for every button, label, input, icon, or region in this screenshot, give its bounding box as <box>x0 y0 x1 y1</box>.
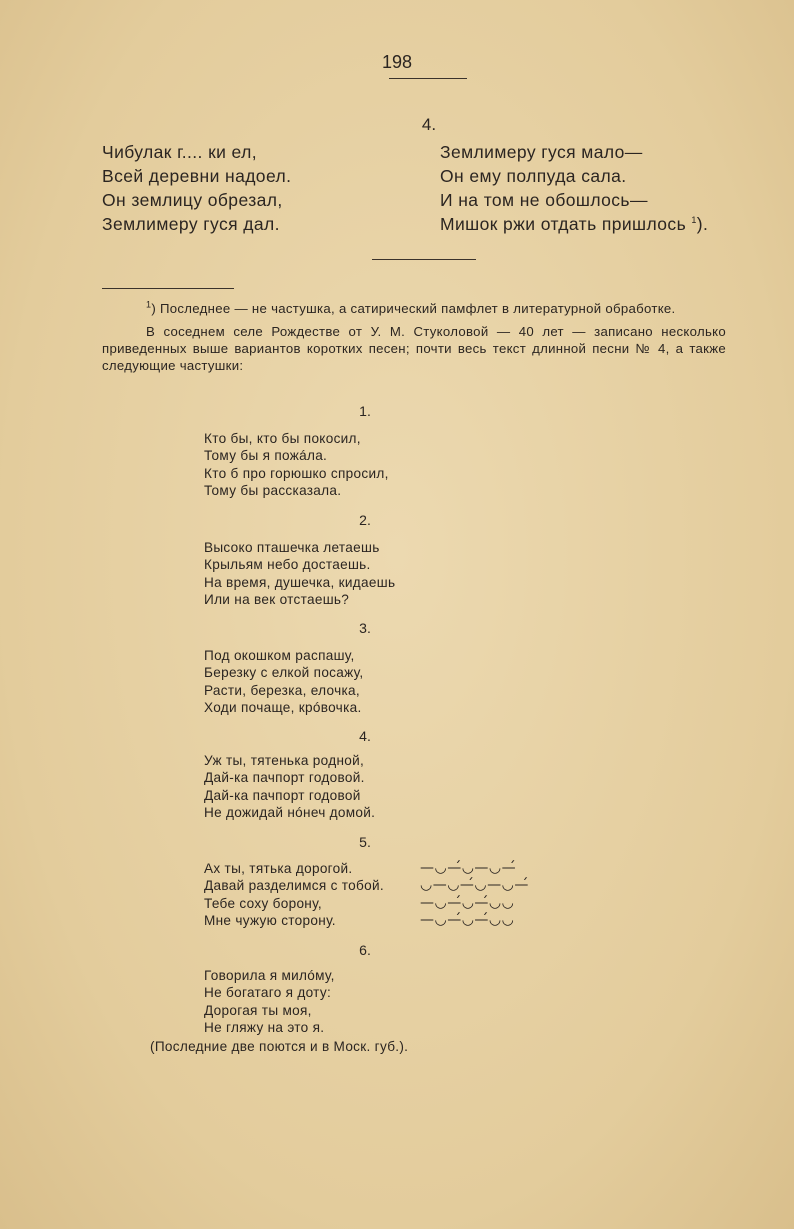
song-line: Тому бы рассказала. <box>204 482 342 498</box>
song-line: Не гляжу на это я. <box>204 1019 325 1035</box>
verse-line: Землимеру гуся дал. <box>102 214 280 234</box>
song-line: Кто бы, кто бы покосил, <box>204 431 361 446</box>
page-number: 198 <box>381 52 413 72</box>
verse-line: И на том не обошлось— <box>440 190 648 210</box>
section-divider <box>372 259 476 260</box>
song-line: Не дожидай нóнеч домой. <box>204 804 376 820</box>
footnote-rule <box>102 288 234 289</box>
song-lines <box>204 539 395 608</box>
song-number: 4. <box>359 728 371 744</box>
song-number: 6. <box>359 942 371 958</box>
song-line: Ах ты, тятька дорогой. <box>204 861 353 876</box>
metrical-scheme <box>420 860 529 929</box>
song-line: На время, душечка, кидаешь <box>204 574 396 590</box>
song-line: Дай-ка пачпорт годовой. <box>204 770 365 786</box>
song-line: Ходи почаще, крóвочка. <box>204 699 362 715</box>
song-line: Мне чужую сторону. <box>204 912 336 928</box>
verse-line: Чибулак г.... ки ел, <box>102 142 257 162</box>
song-lines <box>204 967 335 1036</box>
song-number: 1. <box>359 403 371 419</box>
meter-line: —◡—́◡—◡—́ <box>420 860 517 876</box>
song-line: Не богатаго я доту: <box>204 985 332 1001</box>
song-line: Уж ты, тятенька родной, <box>204 753 365 768</box>
song-line: Тому бы я пожáла. <box>204 448 328 464</box>
stanza-number: 4. <box>421 115 437 134</box>
song-line: Расти, березка, елочка, <box>204 682 360 698</box>
song-line: Под окошком распашу, <box>204 648 355 663</box>
song-lines <box>204 647 364 716</box>
footnote-note: $^1$) Последнее — не частушка, а сатирический памфлет в литературной обработке. <box>146 299 676 316</box>
song-line: Высоко пташечка летаешь <box>204 540 380 555</box>
footnote-marker: 1 <box>691 215 697 226</box>
song-line: Березку с елкой посажу, <box>204 665 364 681</box>
song-lines <box>204 860 384 929</box>
song-line: Тебе соху борону, <box>204 895 322 911</box>
verse-line: Землимеру гуся мало— <box>440 142 643 162</box>
footnote-paragraph: В соседнем селе Рождестве от У. М. Стуколовой — 40 лет — записано несколько приведенных выше вариантов коротких песен; почти весь текст длинной песни № 4, а также следующие частушки: <box>102 324 726 373</box>
song-line: Дорогая ты моя, <box>204 1002 312 1018</box>
song-line: Крыльям небо достаешь. <box>204 557 371 573</box>
meter-line: —◡—́◡—́◡◡ <box>420 894 515 911</box>
footnote <box>102 300 726 374</box>
verse-line: Он ему полпуда сала. <box>440 166 627 186</box>
song-number: 2. <box>359 512 371 528</box>
meter-line: ◡—◡—́◡—◡—́ <box>420 877 529 894</box>
song-number: 5. <box>359 834 371 850</box>
song-number: 3. <box>359 620 371 636</box>
song-line: Дай-ка пачпорт годовой <box>204 787 361 803</box>
verse-left-column <box>102 140 291 236</box>
verse-line: Всей деревни надоел. <box>102 166 292 186</box>
page-number-underline <box>389 78 467 79</box>
song-line: Давай разделимся с тобой. <box>204 878 384 894</box>
song-lines <box>204 752 375 821</box>
verse-line: Мишок ржи отдать пришлось $^1$). <box>440 214 709 234</box>
song-line: Кто б про горюшко спросил, <box>204 465 389 481</box>
song-line: Говорила я милóму, <box>204 968 335 983</box>
meter-line: —◡—́◡—́◡◡ <box>420 911 515 928</box>
song-lines <box>204 430 389 499</box>
closing-note: (Последние две поются и в Моск. губ.). <box>150 1039 409 1054</box>
verse-line: Он землицу обрезал, <box>102 190 283 210</box>
verse-right-column <box>440 140 708 236</box>
song-line: Или на век отстаешь? <box>204 591 350 607</box>
